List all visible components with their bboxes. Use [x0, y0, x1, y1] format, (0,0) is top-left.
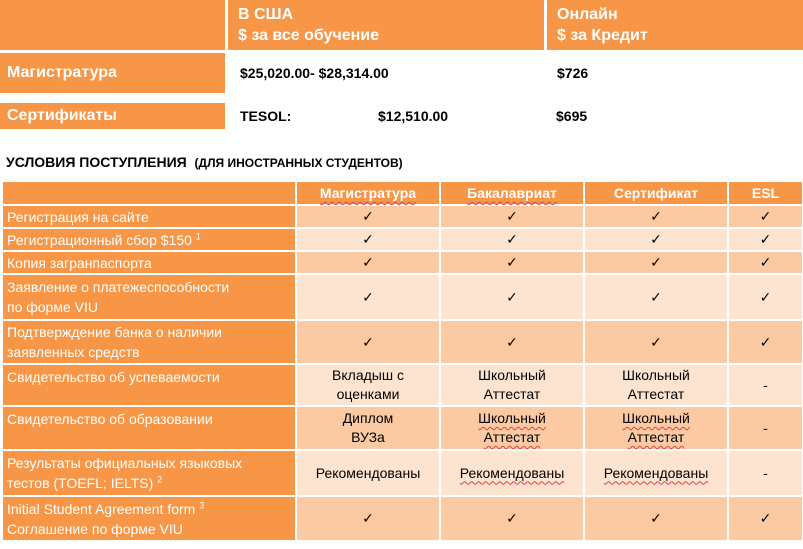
- table-row: [2, 251, 803, 274]
- value-cell: -: [728, 406, 803, 450]
- value-cell: Вкладыш с оценками: [296, 364, 440, 406]
- check-cell: ✓: [728, 251, 803, 274]
- table-row: [2, 364, 803, 406]
- row-label: Свидетельство об успеваемости: [2, 364, 296, 406]
- usa-header-line: $ за все обучение: [238, 27, 380, 44]
- usa-price-value: $25,020.00- $28,314.00: [240, 65, 389, 81]
- check-cell: ✓: [584, 320, 728, 364]
- value-cell: Рекомендованы: [584, 450, 728, 496]
- table-row: [2, 274, 803, 320]
- check-cell: ✓: [440, 496, 584, 541]
- section-title: [6, 154, 706, 174]
- check-cell: ✓: [584, 205, 728, 228]
- check-cell: ✓: [584, 496, 728, 541]
- footnote-marker: 2: [157, 474, 163, 485]
- usa-column-header: [228, 0, 544, 50]
- check-cell: ✓: [728, 320, 803, 364]
- row-label: Свидетельство об образовании: [2, 406, 296, 450]
- footnote-marker: 3: [199, 499, 205, 510]
- check-cell: ✓: [296, 251, 440, 274]
- check-cell: ✓: [296, 228, 440, 251]
- check-cell: ✓: [584, 228, 728, 251]
- check-cell: ✓: [296, 496, 440, 541]
- value-cell: -: [728, 364, 803, 406]
- check-cell: ✓: [584, 274, 728, 320]
- usa-price-prefix: TESOL:: [240, 108, 292, 124]
- check-cell: ✓: [584, 251, 728, 274]
- table-row: [2, 205, 803, 228]
- value-cell: Школьный Аттестат: [440, 364, 584, 406]
- online-header-line: $ за Кредит: [557, 27, 648, 44]
- requirements-table: [1, 180, 803, 542]
- table-row: [2, 496, 803, 541]
- row-label: Регистрационный сбор $150 $^1$: [2, 228, 296, 251]
- check-cell: ✓: [296, 205, 440, 228]
- online-column-header: [547, 0, 803, 50]
- table-row: [2, 406, 803, 450]
- check-cell: ✓: [440, 205, 584, 228]
- value-cell: Школьный Аттестат: [584, 406, 728, 450]
- check-cell: ✓: [728, 205, 803, 228]
- requirements-header-row: [2, 181, 803, 205]
- online-price-value: $695: [556, 108, 588, 124]
- usa-header-line: В США: [238, 6, 294, 23]
- check-cell: ✓: [440, 228, 584, 251]
- usa-price-value: $12,510.00: [378, 108, 449, 124]
- check-cell: ✓: [728, 496, 803, 541]
- check-cell: ✓: [440, 251, 584, 274]
- row-label: Initial Student Agreement form $^3$ Соглашение по форме VIU: [2, 496, 296, 541]
- row-label: Заявление о платежеспособности по форме VIU: [2, 274, 296, 320]
- table-row: [2, 320, 803, 364]
- section-title-sub: (ДЛЯ ИНОСТРАННЫХ СТУДЕНТОВ): [194, 156, 403, 170]
- check-cell: ✓: [728, 274, 803, 320]
- pricing-row-label: Сертификаты: [0, 103, 225, 129]
- value-cell: Диплом ВУЗа: [296, 406, 440, 450]
- table-row: [2, 228, 803, 251]
- online-price-value: $726: [557, 65, 589, 81]
- pricing-row-label: Магистратура: [0, 53, 225, 93]
- column-header-esl: ESL: [728, 181, 803, 205]
- check-cell: ✓: [296, 320, 440, 364]
- column-header-masters: Магистратура: [296, 181, 440, 205]
- column-header-certificate: Сертификат: [584, 181, 728, 205]
- check-cell: ✓: [440, 320, 584, 364]
- header-empty-cell: [2, 181, 296, 205]
- row-label: Результаты официальных языковых тестов (TOEFL; IELTS) $^2$: [2, 450, 296, 496]
- value-cell: Рекомендованы: [296, 450, 440, 496]
- check-cell: ✓: [728, 228, 803, 251]
- value-cell: Школьный Аттестат: [440, 406, 584, 450]
- value-cell: -: [728, 450, 803, 496]
- value-cell: Рекомендованы: [440, 450, 584, 496]
- row-label: Копия загранпаспорта: [2, 251, 296, 274]
- row-label: Подтверждение банка о наличии заявленных средств: [2, 320, 296, 364]
- value-cell: Школьный Аттестат: [584, 364, 728, 406]
- footnote-marker: 1: [195, 230, 201, 241]
- column-header-bachelors: Бакалавриат: [440, 181, 584, 205]
- check-cell: ✓: [296, 274, 440, 320]
- check-cell: ✓: [440, 274, 584, 320]
- row-label: Регистрация на сайте: [2, 205, 296, 228]
- section-title-main: УСЛОВИЯ ПОСТУПЛЕНИЯ: [6, 154, 187, 170]
- online-header-line: Онлайн: [557, 6, 618, 23]
- table-row: [2, 450, 803, 496]
